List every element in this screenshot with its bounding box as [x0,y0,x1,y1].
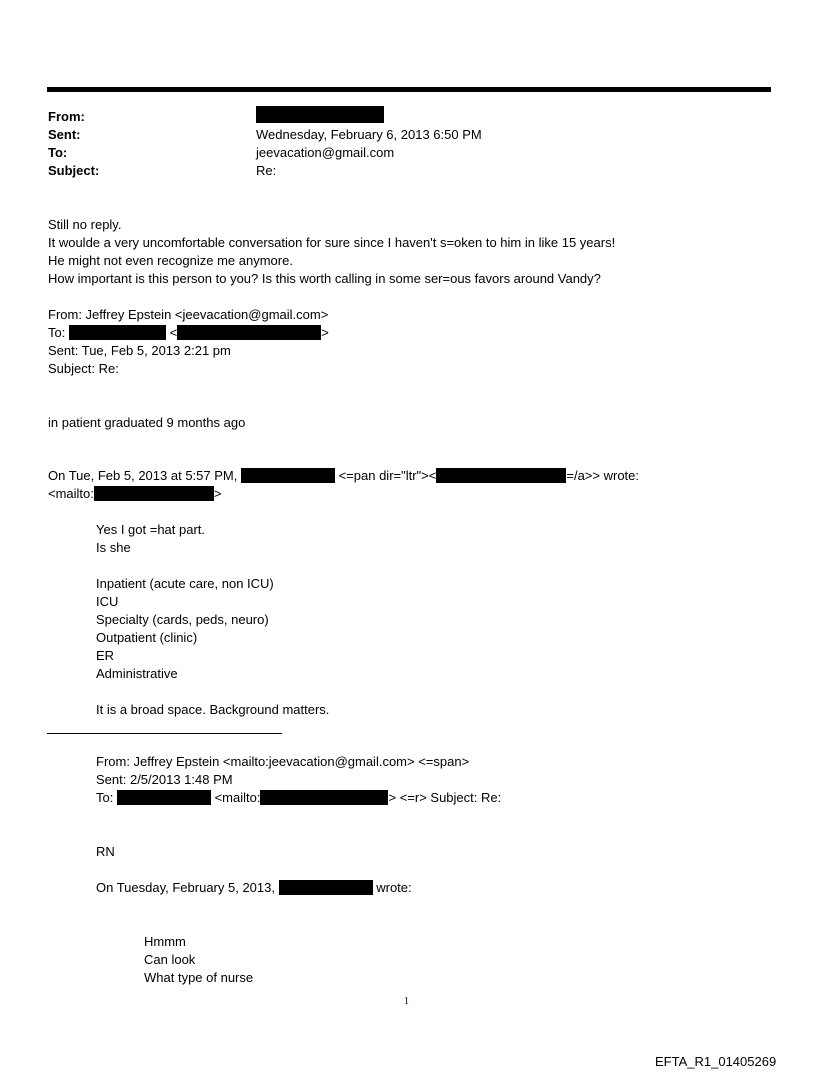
quote3-message: RN [96,844,115,859]
quote2-line: ICU [96,594,119,609]
quote3-on-prefix: On Tuesday, February 5, 2013, [96,880,275,895]
redacted-recipient-email [177,325,321,340]
quote1-to [48,324,329,341]
body-line-4: How important is this person to you? Is this worth calling in some ser=ous favors around Vandy? [48,271,601,286]
quote2-on-suffix: =/a>> wrote: [566,468,640,483]
quote3-to-suffix: > <=r> Subject: Re: [388,790,502,805]
redacted-email [260,790,388,805]
quote1-from: From: Jeffrey Epstein <jeevacation@gmail.com> [48,307,329,322]
quote2-line: Is she [96,540,131,555]
quote2-line: Yes I got =hat part. [96,522,206,537]
redacted-name [117,790,211,805]
quote3-on-suffix: wrote: [376,880,412,895]
quote2-on-line [48,467,639,484]
quote3-sent: Sent: 2/5/2013 1:48 PM [96,772,233,787]
separator-line [47,733,282,734]
quote2-on-prefix: On Tue, Feb 5, 2013 at 5:57 PM, [48,468,238,483]
sent-label: Sent: [48,127,81,142]
quote2-on-mid: <=pan dir="ltr">< [338,468,437,483]
redacted-sender [256,106,384,123]
page-number: 1 [404,996,409,1007]
quote4-line: What type of nurse [144,970,254,985]
redacted-mailto [94,486,214,501]
quote2-mailto-suffix: > [213,486,222,501]
to-value: jeevacation@gmail.com [256,145,395,160]
body-line-2: It woulde a very uncomfortable conversation for sure since I haven't s=oken to him in like 15 years! [48,235,616,250]
quote1-sent: Sent: Tue, Feb 5, 2013 2:21 pm [48,343,231,358]
quote4-line: Can look [144,952,196,967]
quote2-line: Administrative [96,666,178,681]
quote2-line: Inpatient (acute care, non ICU) [96,576,274,591]
quote2-line: Specialty (cards, peds, neuro) [96,612,269,627]
header-rule [47,87,771,92]
sent-value: Wednesday, February 6, 2013 6:50 PM [256,127,482,142]
redacted-name [279,880,373,895]
from-label: From: [48,109,85,124]
quote1-to-gt: > [321,325,329,340]
document-id: EFTA_R1_01405269 [655,1054,777,1069]
quote2-line: Outpatient (clinic) [96,630,198,645]
quote1-message: in patient graduated 9 months ago [48,415,246,430]
quote3-to-line [96,789,501,806]
quote3-on-line [96,879,412,896]
quote1-subject: Subject: Re: [48,361,119,376]
quote3-from: From: Jeffrey Epstein <mailto:jeevacation@gmail.com> <=span> [96,754,470,769]
body-line-1: Still no reply. [48,217,122,232]
redacted-email [436,468,566,483]
quote2-line: ER [96,648,115,663]
quote2-mailto-line [48,485,221,502]
quote3-to-mailto: <mailto: [214,790,261,805]
quote2-line: It is a broad space. Background matters. [96,702,330,717]
redacted-name [241,468,335,483]
to-label: To: [48,145,68,160]
quote2-mailto-prefix: <mailto: [48,486,94,501]
quote1-to-lt: < [169,325,178,340]
subject-value: Re: [256,163,277,178]
subject-label: Subject: [48,163,100,178]
quote4-line: Hmmm [144,934,186,949]
body-line-3: He might not even recognize me anymore. [48,253,293,268]
quote3-to-prefix: To: [96,790,114,805]
redacted-recipient-name [69,325,166,340]
quote1-to-prefix: To: [48,325,66,340]
